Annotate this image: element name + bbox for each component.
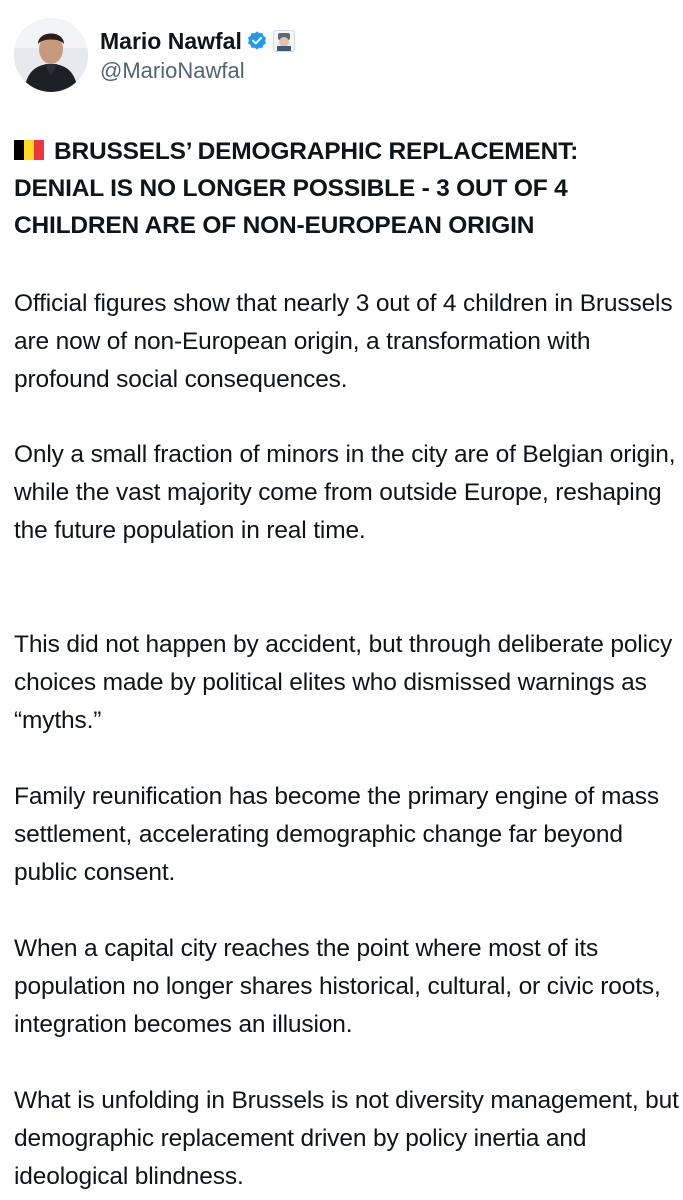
tweet-paragraph: This did not happen by accident, but through deliberate policy choices made by political elites who dismissed warnings as “myths.” bbox=[14, 631, 673, 734]
avatar-image bbox=[14, 18, 88, 92]
handle[interactable]: @MarioNawfal bbox=[100, 58, 245, 83]
affiliate-badge-icon[interactable] bbox=[273, 30, 295, 52]
avatar[interactable] bbox=[14, 18, 88, 92]
display-name[interactable]: Mario Nawfal bbox=[100, 28, 242, 54]
tweet-paragraph: What is unfolding in Brussels is not diversity management, but demographic replacement driven by policy inertia and ideological blindness. bbox=[14, 1087, 679, 1190]
tweet-paragraph: Family reunification has become the primary engine of mass settlement, accelerating demographic change far beyond public consent. bbox=[14, 783, 659, 886]
tweet-paragraph: Only a small fraction of minors in the city are of Belgian origin, while the vast majority come from outside Europe, reshaping the future population in real time. bbox=[14, 441, 676, 544]
tweet-paragraph: Official figures show that nearly 3 out of 4 children in Brussels are now of non-European origin, a transformation with profound social consequences. bbox=[14, 290, 673, 393]
name-row bbox=[100, 24, 295, 58]
user-info bbox=[100, 24, 295, 84]
tweet-headline bbox=[14, 133, 674, 244]
belgium-flag-icon bbox=[14, 140, 44, 160]
headline-text: BRUSSELS’ DEMOGRAPHIC REPLACEMENT: DENIAL IS NO LONGER POSSIBLE - 3 OUT OF 4 CHILDREN ARE OF NON-EUROPEAN ORIGIN bbox=[14, 138, 579, 239]
tweet-paragraph: When a capital city reaches the point where most of its population no longer shares historical, cultural, or civic roots, integration becomes an illusion. bbox=[14, 935, 661, 1038]
tweet-header bbox=[14, 18, 295, 92]
verified-badge-icon bbox=[246, 30, 268, 52]
